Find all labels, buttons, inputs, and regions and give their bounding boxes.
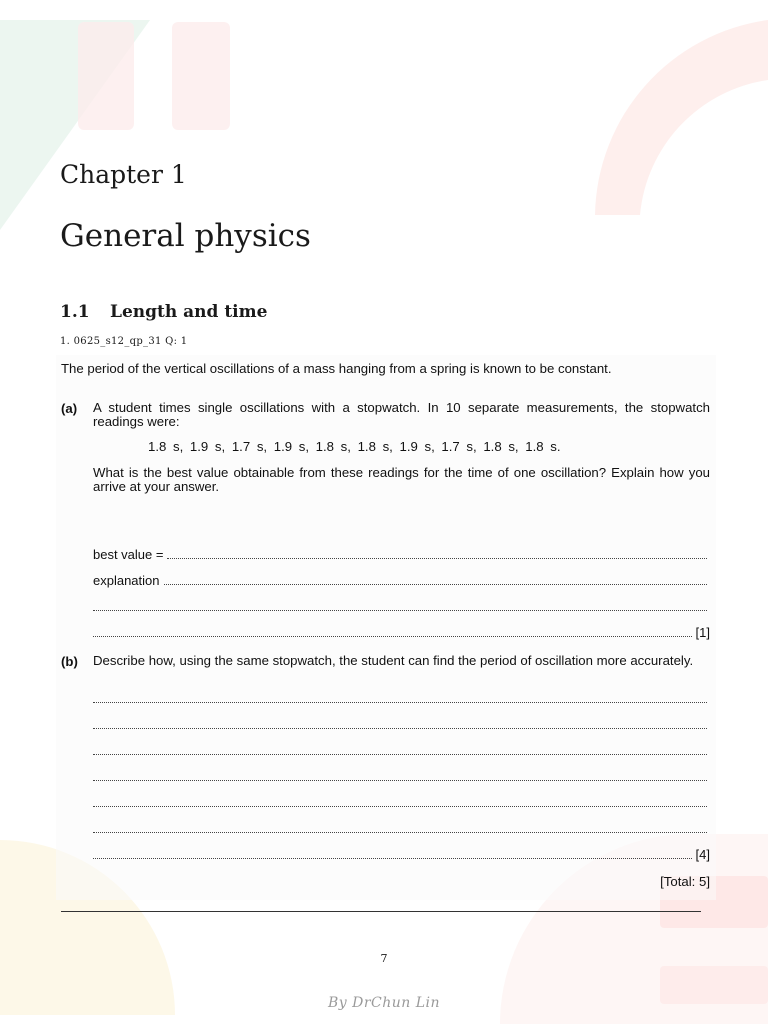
explanation-label: explanation xyxy=(93,573,160,588)
answer-dots xyxy=(93,702,707,703)
answer-line xyxy=(93,768,707,784)
part-b-text: Describe how, using the same stopwatch, the student can find the period of oscillation more accurately. xyxy=(93,653,694,668)
author-signature: By DrChun Lin xyxy=(327,995,441,1011)
part-a-text: A student times single oscillations with a stopwatch. In 10 separate measurements, the stopwatch readings were: xyxy=(93,400,710,429)
best-value-answer-line xyxy=(93,546,707,562)
part-a-label: (a) xyxy=(61,401,78,416)
chapter-title: General physics xyxy=(60,218,311,254)
answer-line xyxy=(93,794,707,810)
part-a-prompt: What is the best value obtainable from these readings for the time of one oscillation? Explain how you arrive at your answer. xyxy=(93,465,710,494)
answer-line xyxy=(93,742,707,758)
total-marks: [Total: 5] xyxy=(660,874,710,889)
answer-dots xyxy=(93,636,692,637)
answer-line xyxy=(93,624,710,640)
answer-dots xyxy=(164,584,708,585)
part-a-marks: [1] xyxy=(695,625,710,640)
section-number: 1.1 xyxy=(60,302,90,322)
stopwatch-readings: 1.8 s, 1.9 s, 1.7 s, 1.9 s, 1.8 s, 1.8 s, 1.9 s, 1.7 s, 1.8 s, 1.8 s. xyxy=(148,439,561,454)
answer-dots xyxy=(167,558,707,559)
question-reference: 1. 0625_s12_qp_31 Q: 1 xyxy=(60,336,188,347)
answer-line xyxy=(93,846,710,862)
section-title: Length and time xyxy=(110,302,268,322)
answer-dots xyxy=(93,780,707,781)
answer-dots xyxy=(93,858,692,859)
answer-dots xyxy=(93,610,707,611)
answer-dots xyxy=(93,728,707,729)
answer-line xyxy=(93,716,707,732)
part-b-marks: [4] xyxy=(695,847,710,862)
chapter-label: Chapter 1 xyxy=(60,160,187,189)
best-value-label: best value = xyxy=(93,547,164,562)
page-number: 7 xyxy=(380,952,388,965)
answer-dots xyxy=(93,754,707,755)
section-heading xyxy=(60,302,267,322)
explanation-answer-line xyxy=(93,572,707,588)
answer-dots xyxy=(93,806,707,807)
answer-line xyxy=(93,690,707,706)
question-intro: The period of the vertical oscillations of a mass hanging from a spring is known to be constant. xyxy=(61,361,612,376)
answer-dots xyxy=(93,832,707,833)
answer-line xyxy=(93,598,707,614)
part-b-label: (b) xyxy=(61,654,78,669)
footer-rule xyxy=(61,911,701,912)
answer-line xyxy=(93,820,707,836)
